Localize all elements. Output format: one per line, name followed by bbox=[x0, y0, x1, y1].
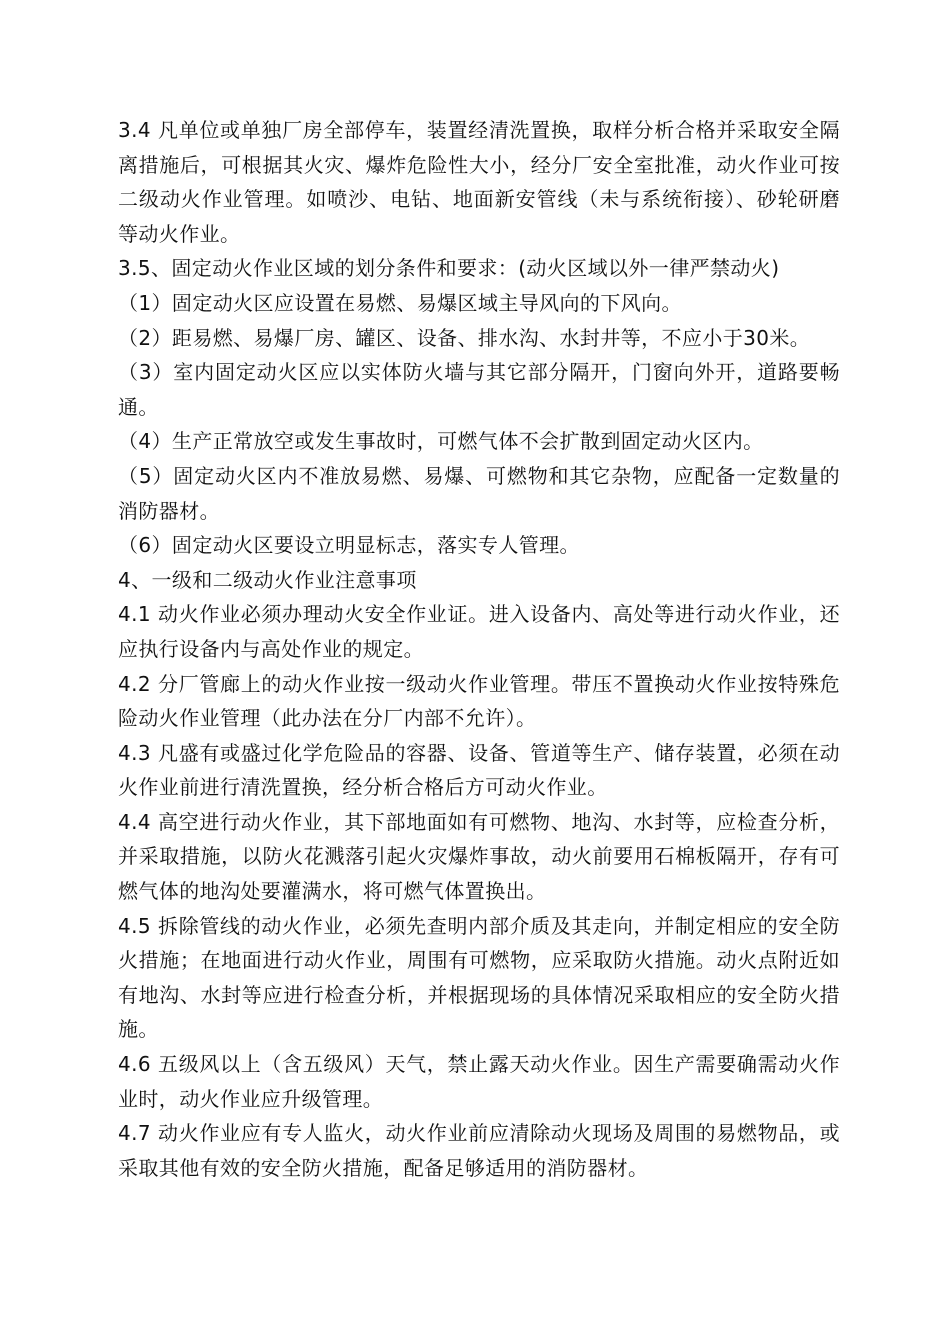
paragraph-3-4: 3.4 凡单位或单独厂房全部停车，装置经清洗置换，取样分析合格并采取安全隔离措施后，可根据其火灾、爆炸危险性大小，经分厂安全室批准，动火作业可按二级动火作业管理。如喷沙、电钻、地面新安管线（未与系统衔接）、砂轮研磨等动火作业。 bbox=[118, 118, 840, 246]
paragraph-item-3: （3）室内固定动火区应以实体防火墙与其它部分隔开，门窗向外开，道路要畅通。 bbox=[118, 360, 840, 419]
paragraph-item-4: （4）生产正常放空或发生事故时，可燃气体不会扩散到固定动火区内。 bbox=[118, 429, 764, 454]
paragraph-item-1: （1）固定动火区应设置在易燃、易爆区域主导风向的下风向。 bbox=[118, 290, 682, 315]
paragraph-item-2: （2）距易燃、易爆厂房、罐区、设备、排水沟、水封井等，不应小于30米。 bbox=[118, 325, 811, 350]
document-page bbox=[118, 113, 840, 1185]
paragraph-4-2: 4.2 分厂管廊上的动火作业按一级动火作业管理。带压不置换动火作业按特殊危险动火作业管理（此办法在分厂内部不允许）。 bbox=[118, 671, 840, 731]
paragraph-item-5: （5）固定动火区内不准放易燃、易爆、可燃物和其它杂物，应配备一定数量的消防器材。 bbox=[118, 463, 840, 523]
paragraph-4-4: 4.4 高空进行动火作业，其下部地面如有可燃物、地沟、水封等，应检查分析，并采取措施，以防火花溅落引起火灾爆炸事故，动火前要用石棉板隔开，存有可燃气体的地沟处要灌满水，将可燃气体置换出。 bbox=[118, 809, 840, 904]
paragraph-4-6: 4.6 五级风以上（含五级风）天气，禁止露天动火作业。因生产需要确需动火作业时，动火作业应升级管理。 bbox=[118, 1052, 840, 1111]
paragraph-4-7: 4.7 动火作业应有专人监火，动火作业前应清除动火现场及周围的易燃物品，或采取其他有效的安全防火措施，配备足够适用的消防器材。 bbox=[118, 1121, 840, 1180]
paragraph-3-5: 3.5、固定动火作业区域的划分条件和要求：(动火区域以外一律严禁动火) bbox=[118, 256, 780, 281]
paragraph-4-3: 4.3 凡盛有或盛过化学危险品的容器、设备、管道等生产、储存装置，必须在动火作业前进行清洗置换，经分析合格后方可动火作业。 bbox=[118, 740, 840, 800]
paragraph-4-5: 4.5 拆除管线的动火作业，必须先查明内部介质及其走向，并制定相应的安全防火措施；在地面进行动火作业，周围有可燃物，应采取防火措施。动火点附近如有地沟、水封等应进行检查分析，并根据现场的具体情况采取相应的安全防火措施。 bbox=[118, 913, 840, 1042]
section-heading-4: 4、一级和二级动火作业注意事项 bbox=[118, 567, 417, 592]
paragraph-4-1: 4.1 动火作业必须办理动火安全作业证。进入设备内、高处等进行动火作业，还应执行设备内与高处作业的规定。 bbox=[118, 602, 840, 661]
paragraph-item-6: （6）固定动火区要设立明显标志，落实专人管理。 bbox=[118, 533, 580, 558]
